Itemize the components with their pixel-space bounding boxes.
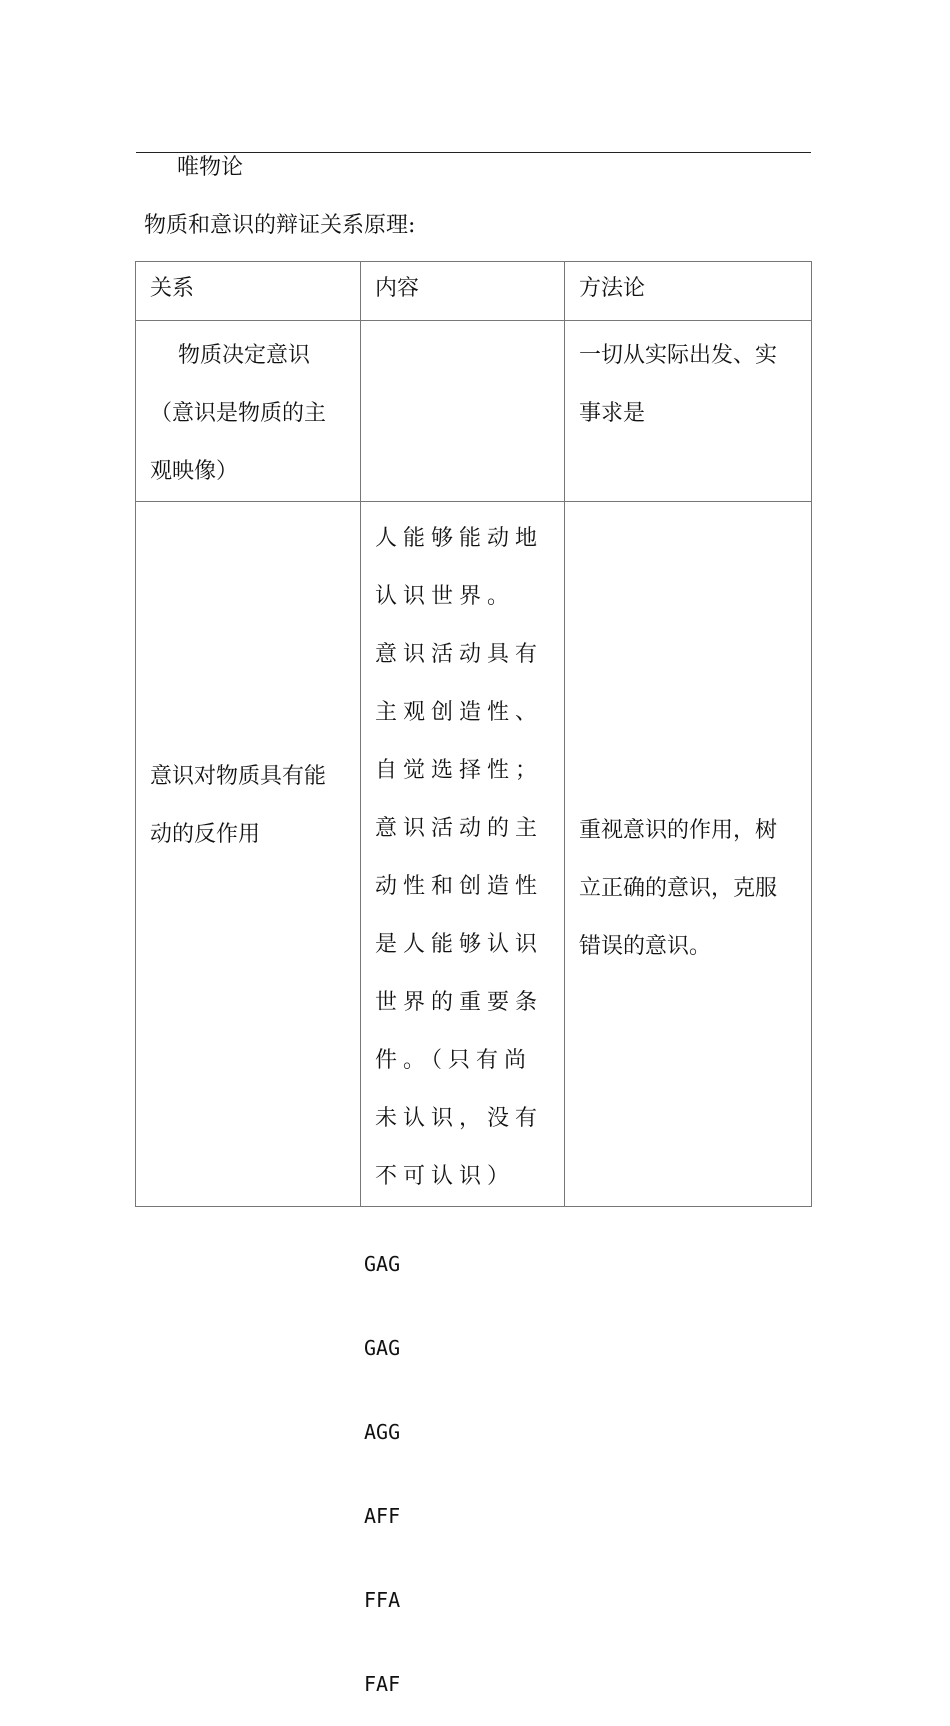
row2-content-p2: 意识活动具有主观创造性、自觉选择性；意识活动的主动性和创造性是人能够认识世界的重要条件。（只有尚未认识，没有不可认识） — [375, 642, 544, 1189]
code-line: AGG — [364, 1420, 401, 1444]
code-line: GAG — [364, 1252, 401, 1276]
principle-title: 物质和意识的辩证关系原理: — [144, 213, 416, 238]
row1-relation: 物质决定意识（意识是物质的主观映像） — [136, 321, 361, 502]
row2-relation: 意识对物质具有能动的反作用 — [136, 502, 361, 1207]
row2-method: 重视意识的作用，树立正确的意识，克服错误的意识。 — [565, 502, 812, 1207]
code-line: FAF — [364, 1672, 401, 1696]
table-row — [136, 502, 812, 1207]
header-content: 内容 — [361, 262, 565, 321]
row1-method: 一切从实际出发、实事求是 — [565, 321, 812, 502]
row2-content — [361, 502, 565, 1207]
row1-content — [361, 321, 565, 502]
section-heading: 唯物论 — [177, 155, 244, 180]
code-line: FFA — [364, 1588, 401, 1612]
principle-table — [135, 261, 812, 1207]
table-row — [136, 321, 812, 502]
code-lines — [364, 1194, 400, 1726]
header-relation: 关系 — [136, 262, 361, 321]
table-header-row — [136, 262, 812, 321]
row2-content-p1: 人能够能动地认识世界。 — [375, 526, 544, 609]
code-line: GAG — [364, 1336, 401, 1360]
header-method: 方法论 — [565, 262, 812, 321]
code-line: AFF — [364, 1504, 401, 1528]
